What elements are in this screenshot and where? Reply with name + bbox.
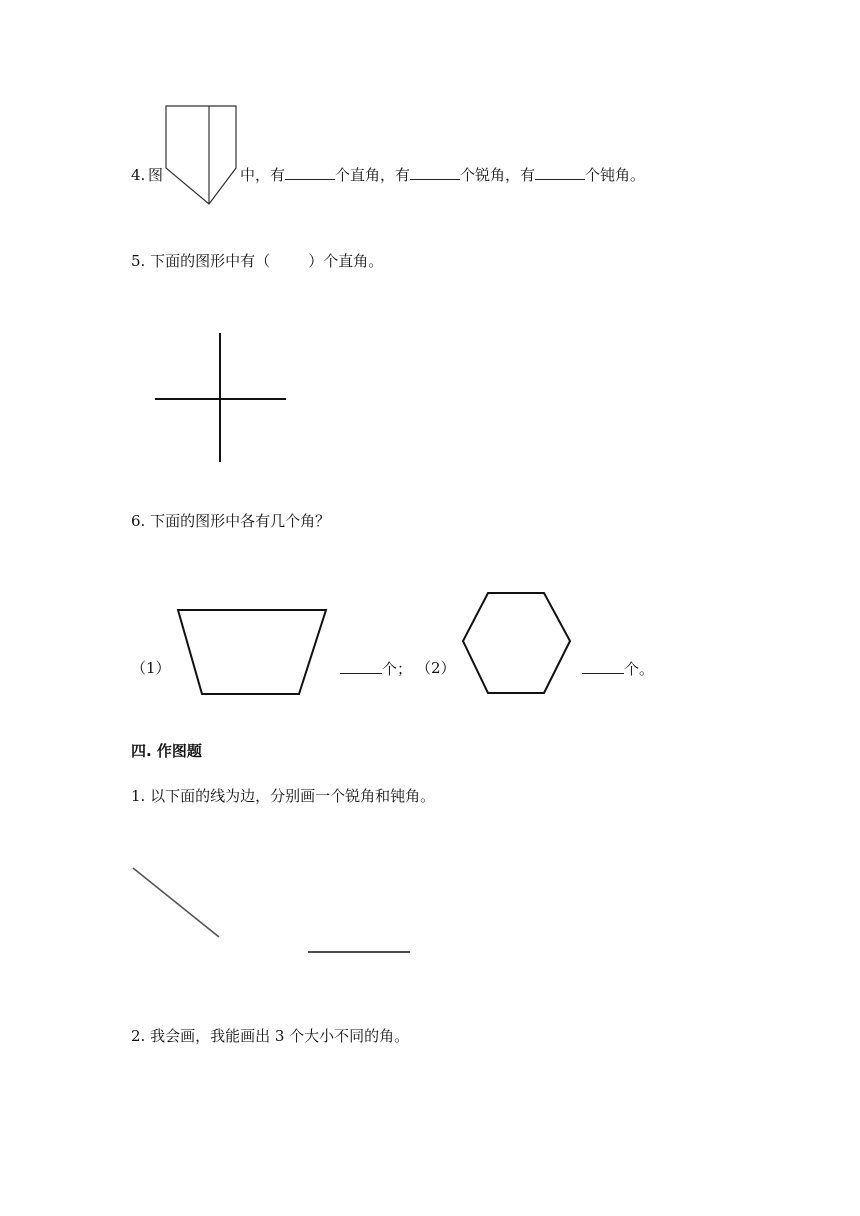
- q6-hexagon-figure: [458, 585, 578, 700]
- drawing-q1-text: 1. 以下面的线为边，分别画一个锐角和钝角。: [131, 787, 436, 805]
- q6-answer-2: [582, 659, 654, 679]
- q6-answer-1-blank[interactable]: [340, 659, 382, 674]
- q4-text-line: [240, 165, 645, 185]
- q6-label-1: （1）: [131, 659, 171, 677]
- q5-cross-figure: [150, 328, 290, 468]
- q4-acute-angle-blank[interactable]: [410, 165, 460, 180]
- q6-text: 6. 下面的图形中各有几个角？: [131, 512, 331, 530]
- q6-answer-1: [340, 659, 412, 679]
- q4-text-3: 个锐角，有: [460, 166, 536, 184]
- q4-obtuse-angle-blank[interactable]: [535, 165, 585, 180]
- q4-text-1: 中，有: [240, 166, 286, 184]
- q4-text-2: 个直角，有: [335, 166, 411, 184]
- q4-right-angle-blank[interactable]: [285, 165, 335, 180]
- drawing-q1-lines: [125, 860, 425, 960]
- q6-suffix-2: 个。: [624, 660, 655, 678]
- section-heading-drawing: 四. 作图题: [131, 742, 202, 760]
- q4-text-4: 个钝角。: [585, 166, 646, 184]
- q4-number: 4.: [131, 166, 146, 184]
- q5-text: 5. 下面的图形中有（ ）个直角。: [131, 252, 384, 270]
- q6-label-2: （2）: [416, 659, 456, 677]
- q6-answer-2-blank[interactable]: [582, 659, 624, 674]
- q6-trapezoid-figure: [170, 600, 335, 700]
- drawing-q2-text: 2. 我会画，我能画出 3 个大小不同的角。: [131, 1027, 410, 1045]
- slanted-line: [133, 868, 219, 937]
- q4-text-pre: 图: [148, 166, 164, 184]
- q4-pentagon-figure: [160, 100, 244, 210]
- q6-suffix-1: 个；: [382, 660, 413, 678]
